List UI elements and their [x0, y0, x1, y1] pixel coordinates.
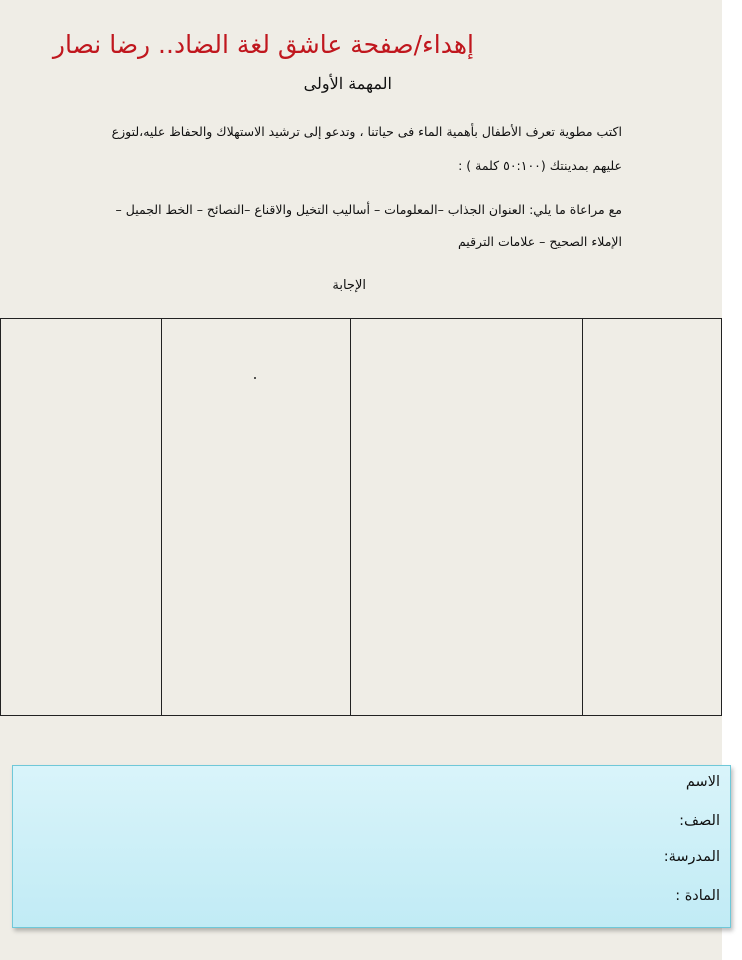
task-title: المهمة الأولى	[303, 74, 392, 93]
answer-panel-2[interactable]	[161, 319, 350, 715]
dedication-heading: إهداء/صفحة عاشق لغة الضاد.. رضا نصار	[52, 30, 474, 59]
answer-label: الإجابة	[332, 278, 366, 293]
answer-panel-1[interactable]	[1, 319, 161, 715]
student-info-box	[12, 765, 731, 928]
instruction-line-2: عليهم بمدينتك (٥٠:١٠٠ كلمة ) :	[458, 158, 622, 173]
name-field[interactable]: الاسم	[685, 774, 720, 790]
stray-dot	[254, 377, 256, 379]
answer-grid	[0, 318, 722, 716]
school-field[interactable]: المدرسة:	[663, 849, 720, 865]
instruction-line-3: مع مراعاة ما يلي: العنوان الجذاب –المعلومات – أساليب التخيل والاقناع –النصائح – الخط الجميل –	[115, 202, 622, 217]
instruction-line-1: اكتب مطوية تعرف الأطفال بأهمية الماء فى حياتنا ، وتدعو إلى ترشيد الاستهلاك والحفاظ عليه،لتوزع	[111, 124, 622, 139]
instruction-line-4: الإملاء الصحيح – علامات الترقيم	[457, 234, 622, 249]
subject-field[interactable]: المادة :	[675, 888, 720, 904]
answer-panel-4[interactable]	[582, 319, 721, 715]
class-field[interactable]: الصف:	[679, 813, 720, 829]
answer-panel-3[interactable]	[350, 319, 582, 715]
